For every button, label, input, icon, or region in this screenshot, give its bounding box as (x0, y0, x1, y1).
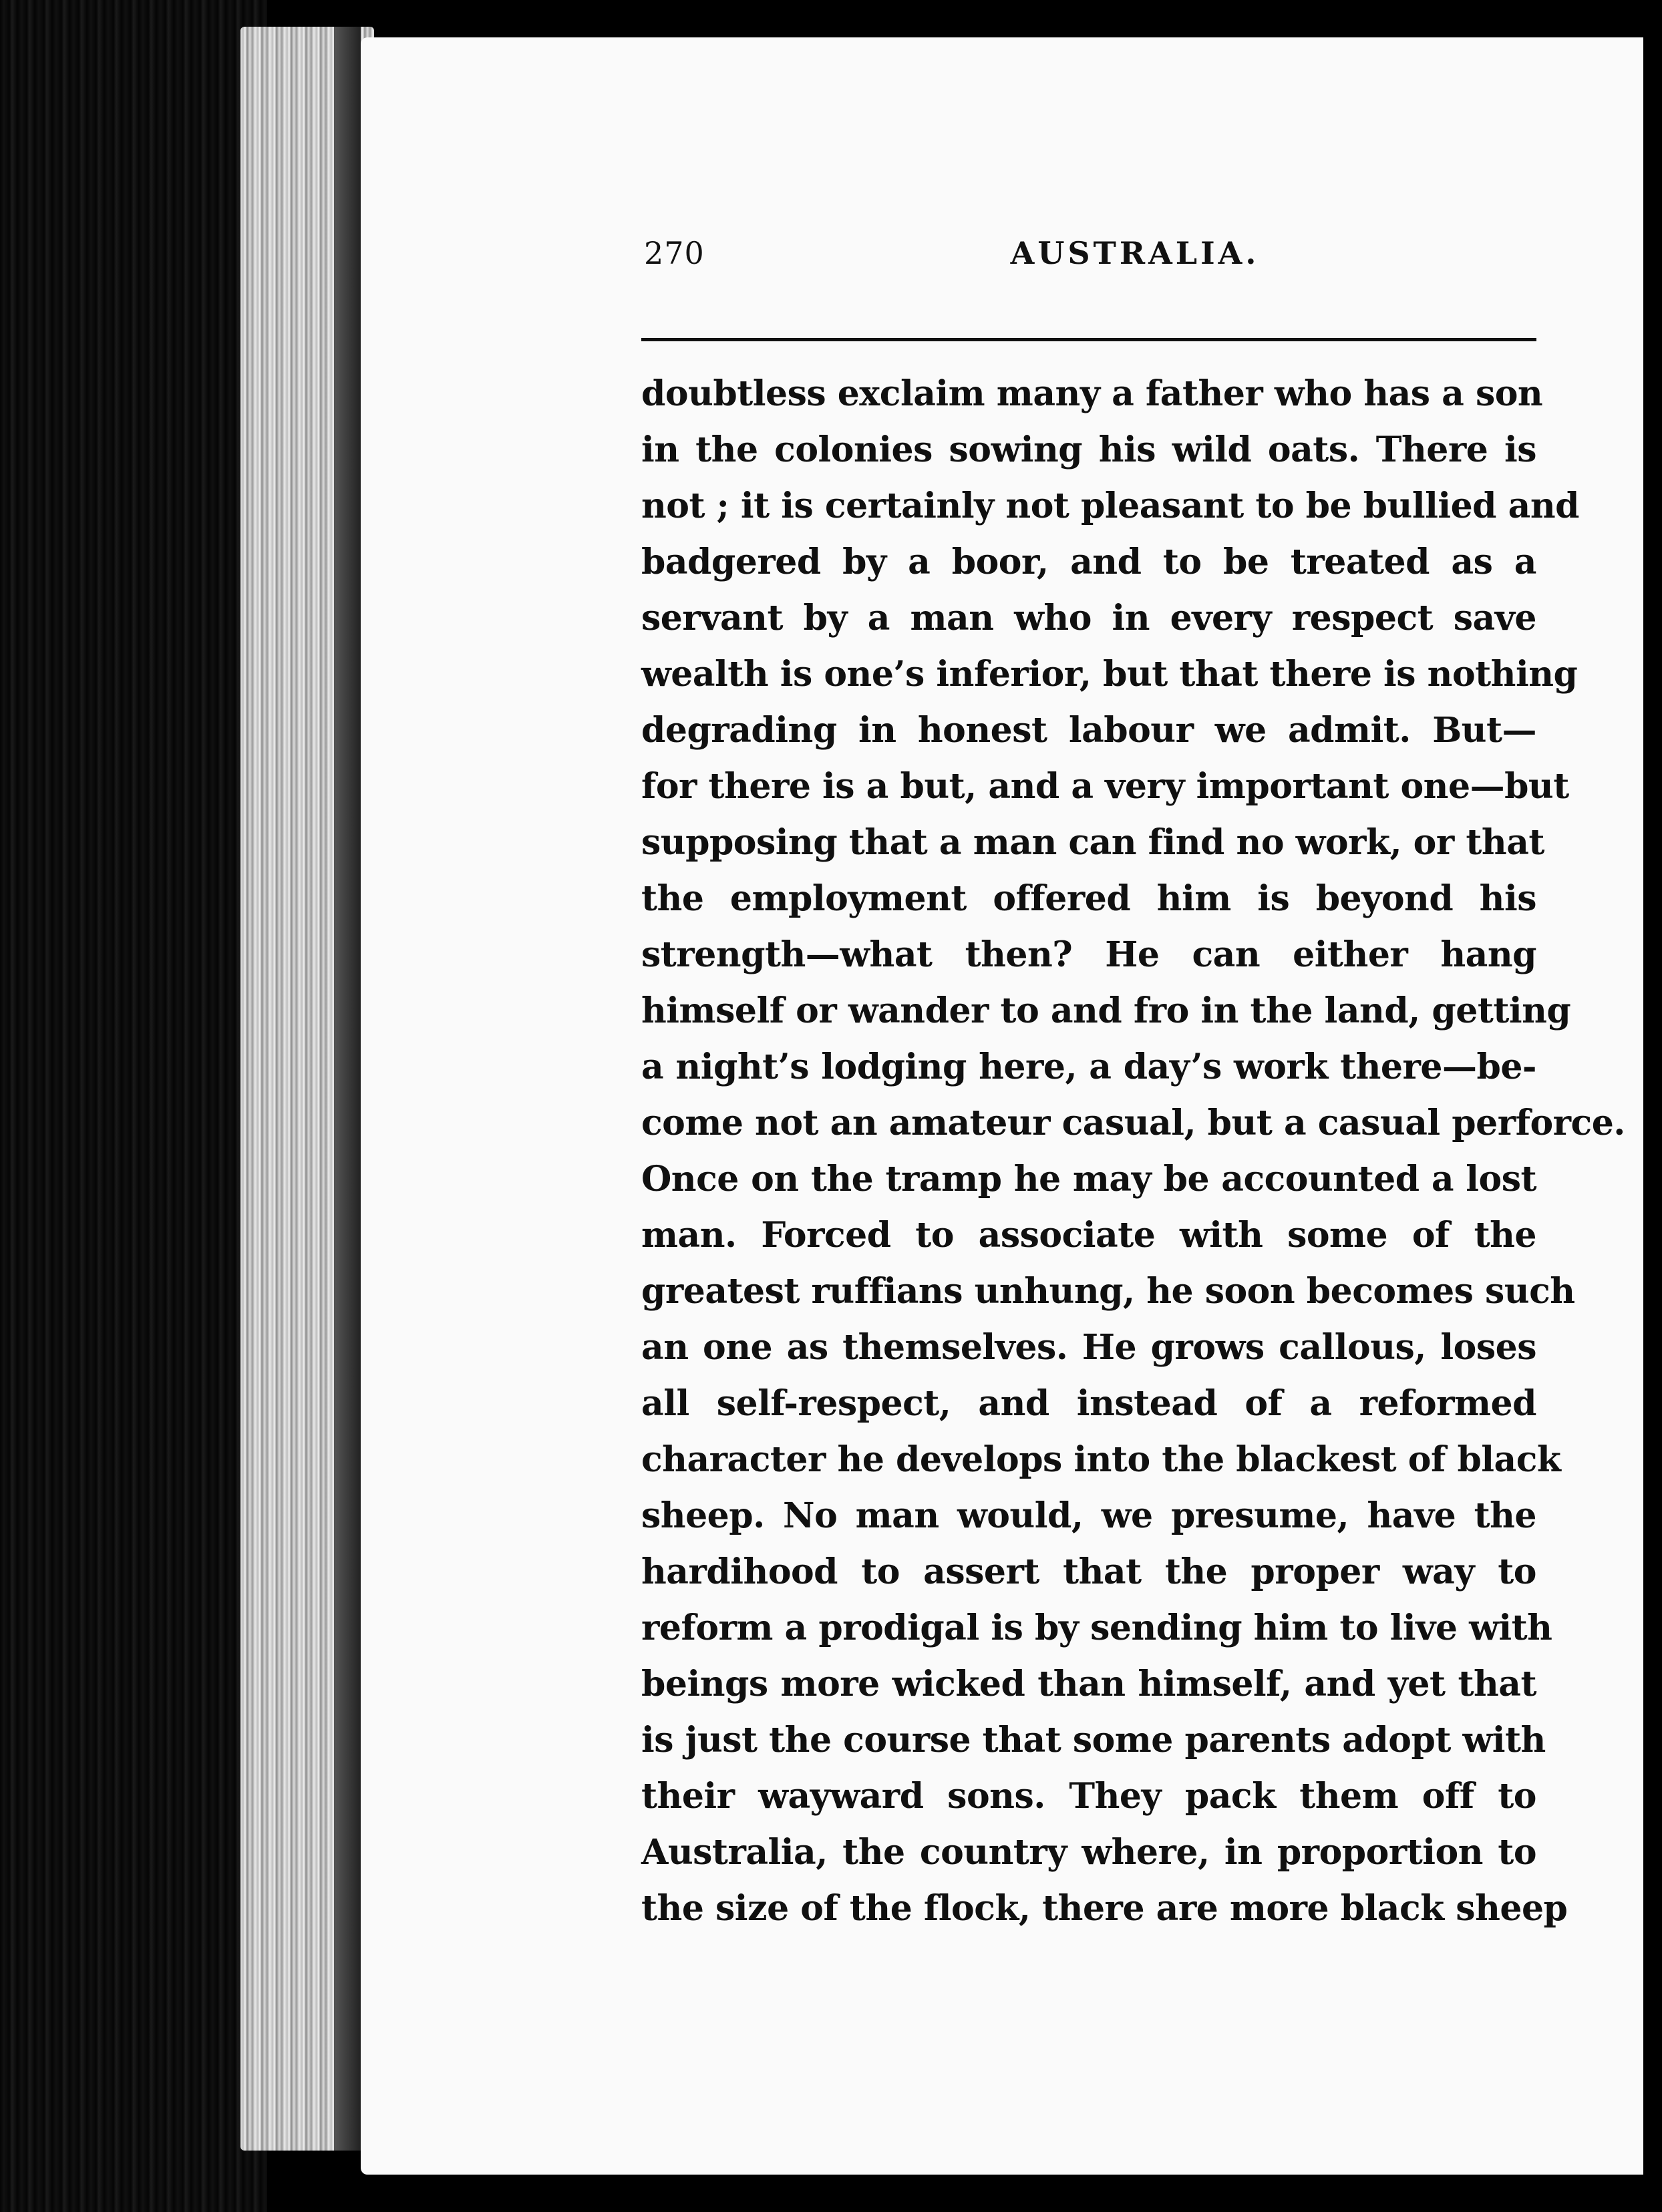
text-line: the employment offered him is beyond his (641, 878, 1536, 919)
text-line: sheep. No man would, we presume, have the (641, 1495, 1536, 1536)
text-line: supposing that a man can find no work, or that (641, 822, 1544, 863)
text-line: character he develops into the blackest of black (641, 1439, 1561, 1480)
book-spine (0, 0, 267, 2212)
page-edge-shadow (334, 27, 361, 2151)
text-line: Once on the tramp he may be accounted a lost (641, 1159, 1536, 1200)
text-line: reform a prodigal is by sending him to live with (641, 1608, 1552, 1648)
text-line: not ; it is certainly not pleasant to be bullied and (641, 486, 1579, 526)
text-line: beings more wicked than himself, and yet that (641, 1664, 1536, 1704)
text-line: all self-respect, and instead of a reformed (641, 1383, 1536, 1424)
book-page (361, 37, 1643, 2175)
text-line: wealth is one’s inferior, but that there is nothing (641, 654, 1578, 695)
header-rule (641, 338, 1536, 341)
text-line: doubtless exclaim many a father who has a son (641, 373, 1543, 414)
text-line: come not an amateur casual, but a casual perforce. (641, 1103, 1625, 1143)
text-line: himself or wander to and fro in the land, getting (641, 990, 1571, 1031)
text-line: greatest ruffians unhung, he soon becomes such (641, 1271, 1575, 1312)
running-head: AUSTRALIA. (1010, 235, 1260, 271)
text-line: is just the course that some parents adopt with (641, 1720, 1546, 1761)
text-line: hardihood to assert that the proper way to (641, 1551, 1536, 1592)
text-line: their wayward sons. They pack them off to (641, 1776, 1536, 1817)
text-line: the size of the flock, there are more black sheep (641, 1888, 1568, 1929)
page-number: 270 (644, 235, 705, 271)
body-text (641, 366, 1625, 1937)
text-line: an one as themselves. He grows callous, loses (641, 1327, 1536, 1368)
text-line: for there is a but, and a very important one—but (641, 766, 1569, 807)
page-header (644, 235, 1626, 295)
text-line: badgered by a boor, and to be treated as a (641, 542, 1536, 582)
text-line: in the colonies sowing his wild oats. There is (641, 429, 1536, 470)
text-line: servant by a man who in every respect save (641, 598, 1536, 638)
text-line: Australia, the country where, in proportion to (641, 1832, 1536, 1873)
text-line: degrading in honest labour we admit. But— (641, 710, 1536, 751)
text-line: man. Forced to associate with some of the (641, 1215, 1536, 1256)
text-line: a night’s lodging here, a day’s work there—be- (641, 1047, 1536, 1087)
text-line: strength—what then? He can either hang (641, 934, 1536, 975)
